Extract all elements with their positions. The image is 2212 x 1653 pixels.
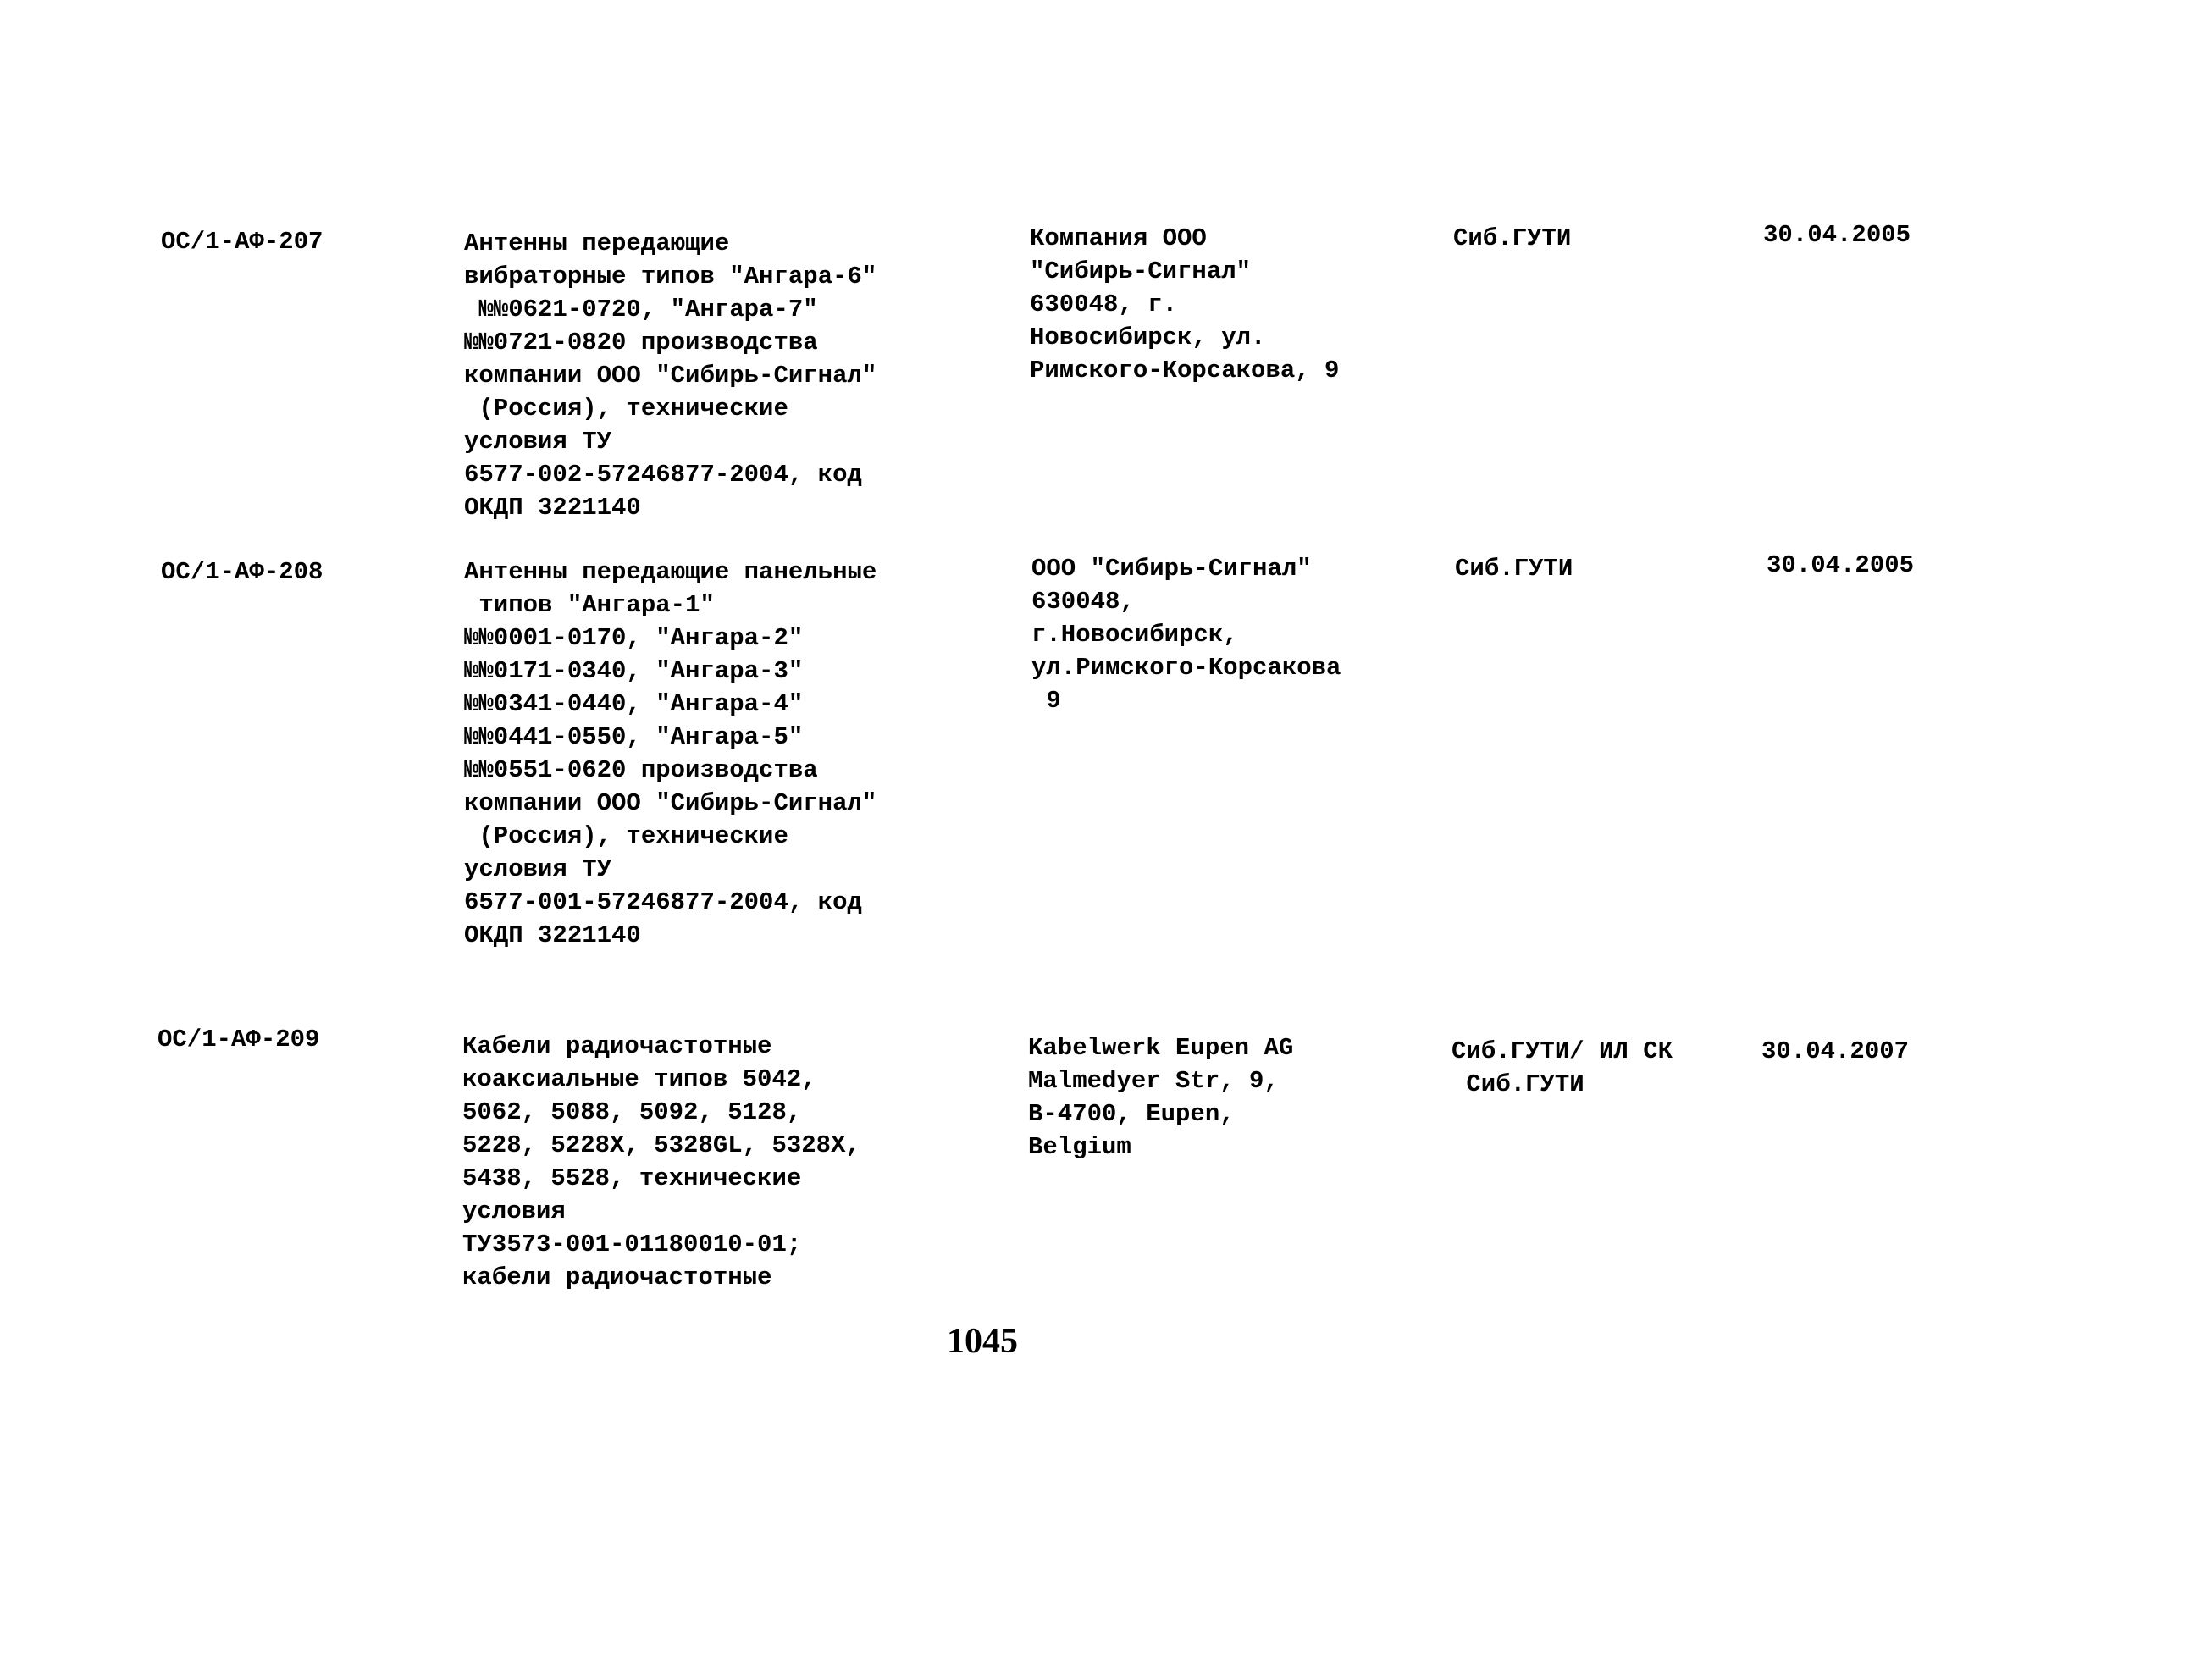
record-applicant: Kabelwerk Eupen AG Malmedyer Str, 9, B-4700, Eupen, Belgium [1028,1034,1294,1161]
record-product-description: Антенны передающие вибраторные типов "Ангара-6" №№0621-0720, "Ангара-7" №№0721-0820 производства компании ООО "Сибирь-Сигнал" (Россия), технические условия ТУ 6577-002-57246877-2004, код ОКДП 3221140 [464,229,877,522]
record-valid-until: 30.04.2005 [1767,551,1915,579]
record-certification-body: Сиб.ГУТИ [1455,555,1573,583]
record-applicant: Компания ООО "Сибирь-Сигнал" 630048, г. Новосибирск, ул. Римского-Корсакова, 9 [1030,224,1340,384]
record-valid-until: 30.04.2005 [1763,221,1911,249]
record-number: ОС/1-АФ-207 [161,228,324,256]
record-valid-until: 30.04.2007 [1761,1037,1910,1065]
record-certification-body: Сиб.ГУТИ [1453,224,1572,252]
record-product-description: Антенны передающие панельные типов "Ангара-1" №№0001-0170, "Ангара-2" №№0171-0340, "Ангара-3" №№0341-0440, "Ангара-4" №№0441-0550, "Ангара-5" №№0551-0620 производства компании ООО "Сибирь-Сигнал" (Россия), технические условия ТУ 6577-001-57246877-2004, код ОКДП 3221140 [464,558,877,949]
record-number: ОС/1-АФ-208 [161,558,324,586]
record-applicant: ООО "Сибирь-Сигнал" 630048, г.Новосибирск, ул.Римского-Корсакова 9 [1031,555,1341,715]
record-product-description: Кабели радиочастотные коаксиальные типов 5042, 5062, 5088, 5092, 5128, 5228, 5228X, 5328GL, 5328X, 5438, 5528, технические условия ТУ3573-001-01180010-01; кабели радиочастотные [462,1032,860,1291]
page-number: 1045 [947,1322,1018,1361]
record-number: ОС/1-АФ-209 [158,1026,320,1053]
record-certification-body: Сиб.ГУТИ/ ИЛ СК Сиб.ГУТИ [1452,1037,1673,1098]
